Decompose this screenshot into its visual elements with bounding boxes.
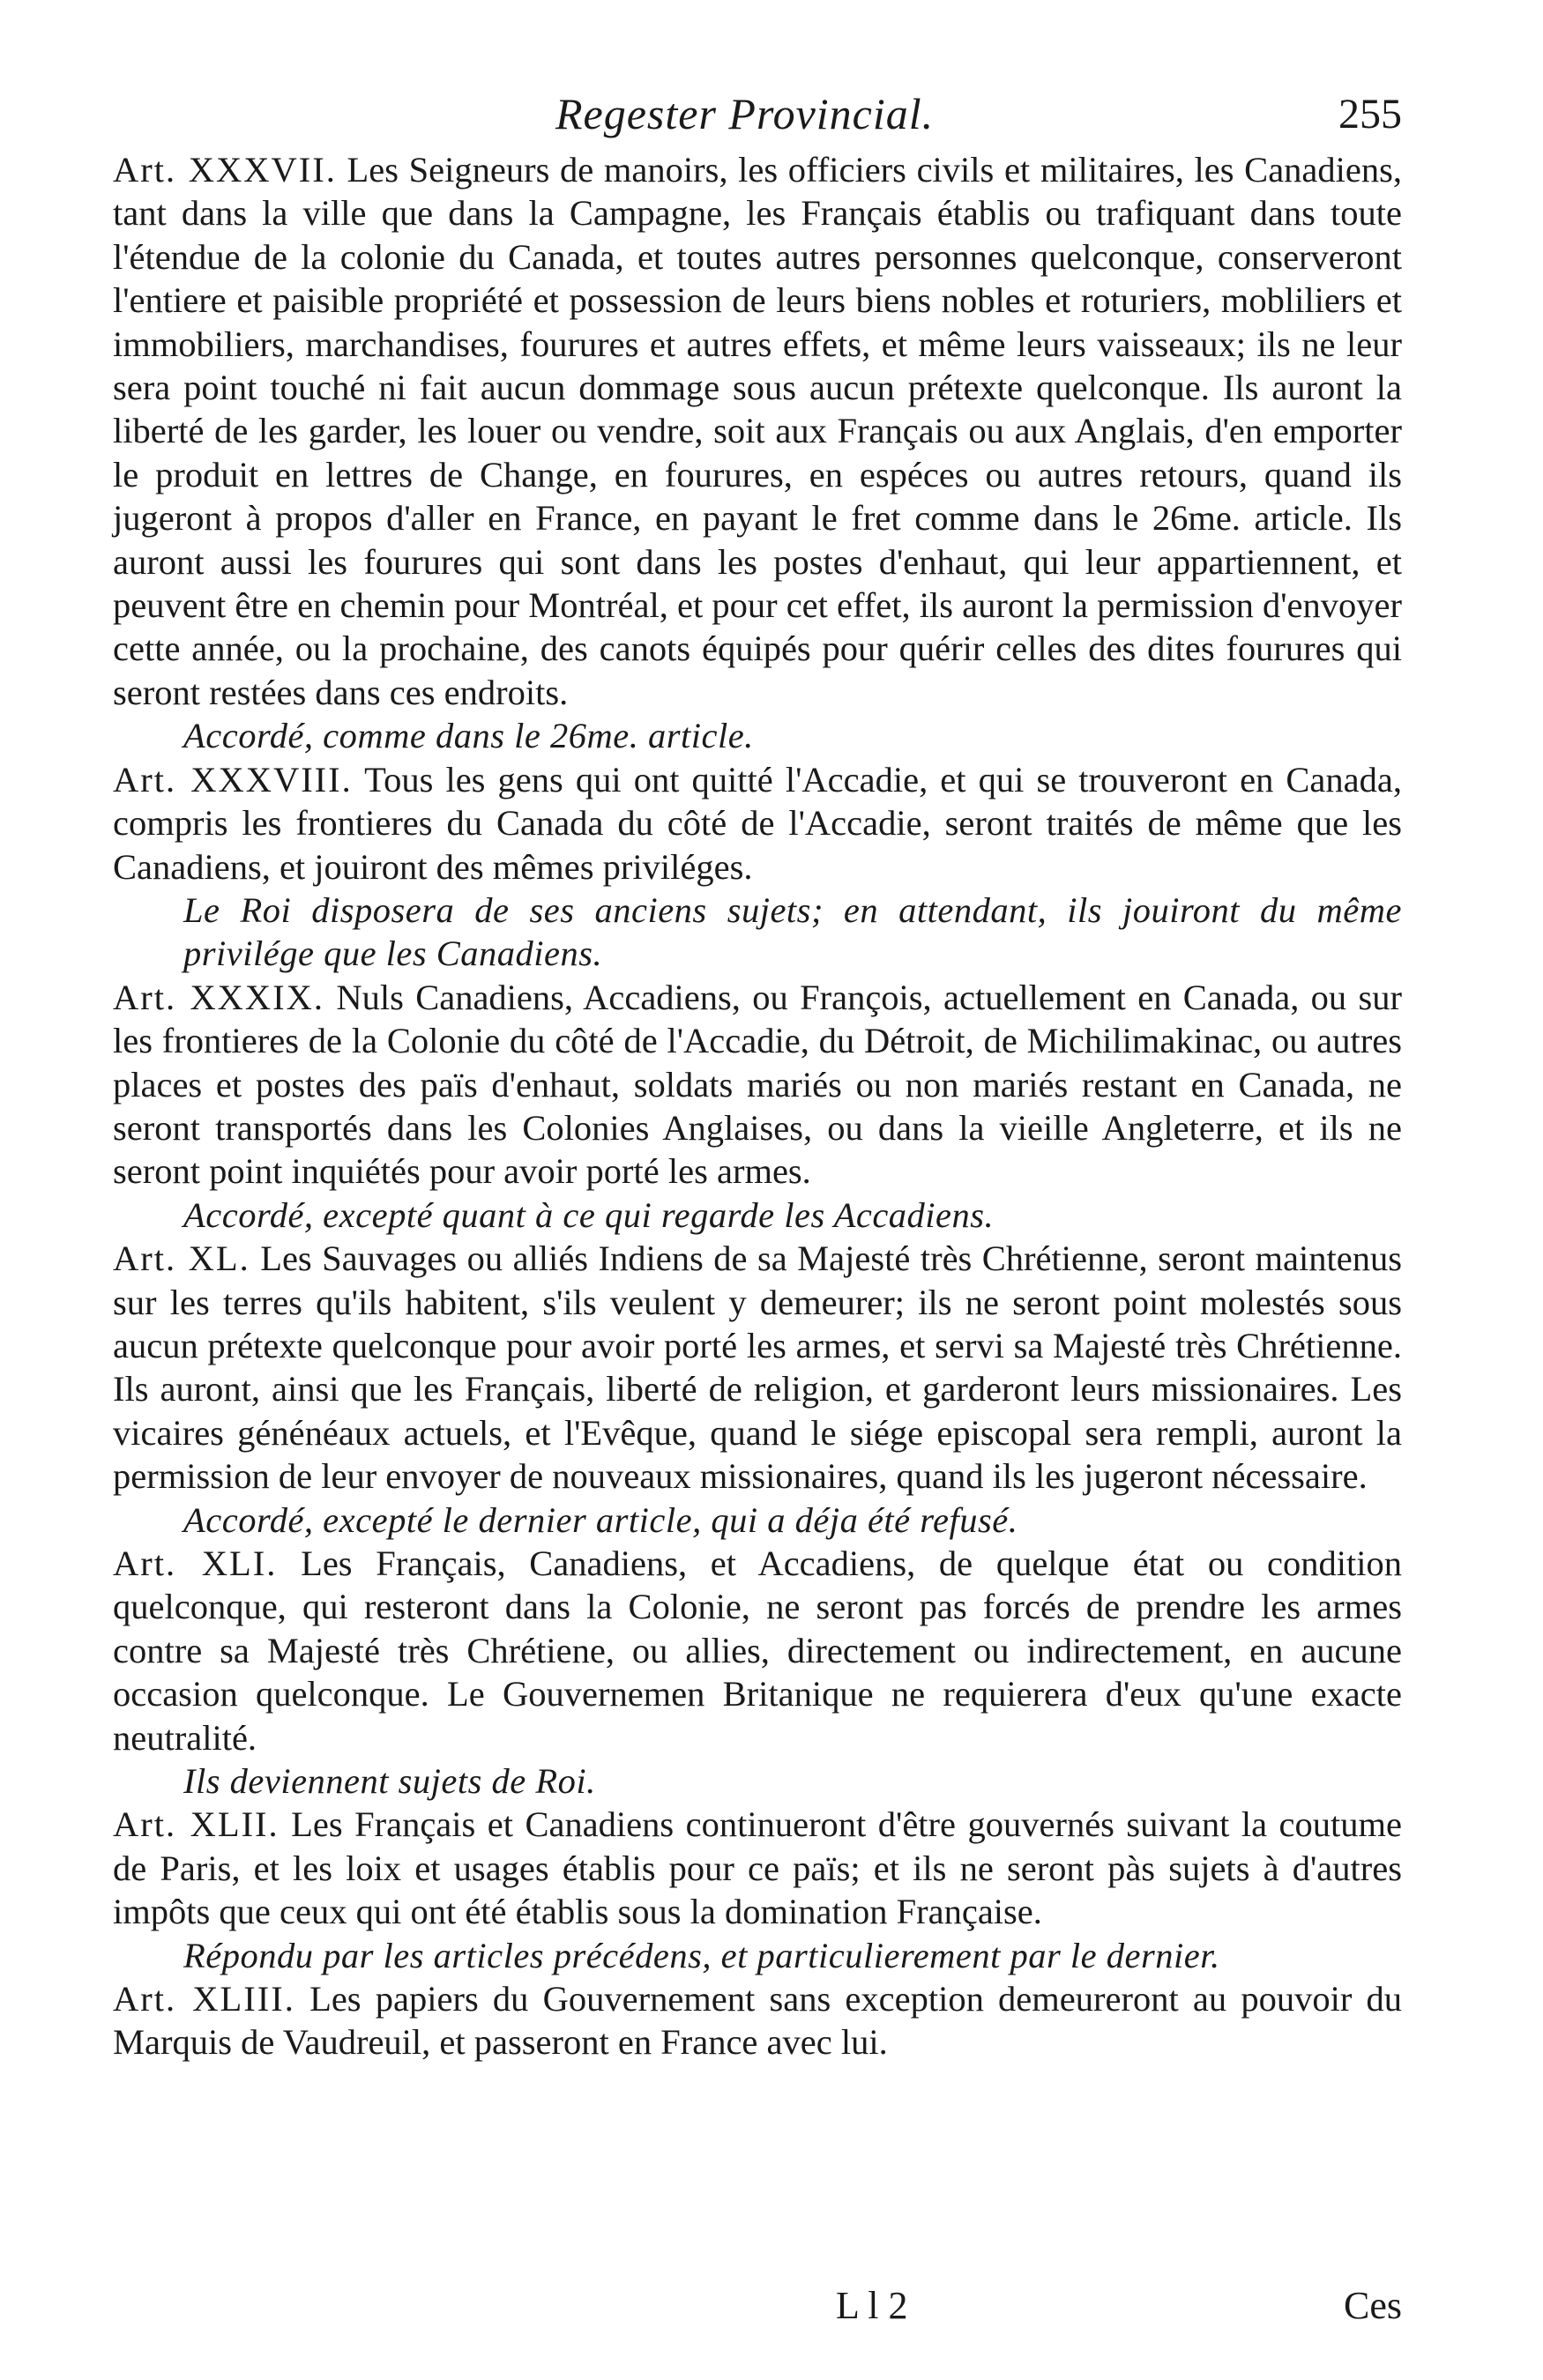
article-label: Art. XLIII. xyxy=(113,1979,295,2019)
article-text: Les Sauvages ou alliés Indiens de sa Majesté très Chrétienne, seront maintenus sur les terres qu'ils habitent, s'ils veulent y demeurer; ils ne seront point molestés sous aucun prétexte quelconque pour avoir porté les armes, et servi sa Majesté très Chrétienne. Ils auront, ainsi que les Français, liberté de religion, et garderont leurs missionaires. Les vicaires génénéaux actuels, et l'Evêque, quand le siége episcopal sera rempli, auront la permission de leur envoyer de nouveaux missionaires, quand ils les jugeront nécessaire. xyxy=(113,1238,1403,1497)
article-39-reply: Accordé, excepté quant à ce qui regarde les Accadiens. xyxy=(183,1194,995,1235)
article-text: Les Français et Canadiens continueront d'être gouvernés suivant la coutume de Paris, et les loix et usages établis pour ce païs; et ils ne seront pàs sujets à d'autres impôts que ceux qui ont été établis sous la domination Française. xyxy=(113,1804,1403,1932)
signature-mark: L l 2 xyxy=(836,2284,908,2327)
article-40-reply: Accordé, excepté le dernier article, qui a déja été refusé. xyxy=(183,1499,1018,1540)
article-text: Tous les gens qui ont quitté l'Accadie, et qui se trouveront en Canada, compris les frontieres du Canada du côté de l'Accadie, seront traités de même que les Canadiens, et jouiront des mêmes priviléges. xyxy=(113,759,1402,887)
article-37 xyxy=(113,148,1402,714)
article-text: Les papiers du Gouvernement sans exception demeureront au pouvoir du Marquis de Vaudreuil, et passeront en France avec lui. xyxy=(113,1979,1403,2063)
article-37-reply: Accordé, comme dans le 26me. article. xyxy=(183,716,754,756)
article-text: Les Seigneurs de manoirs, les officiers civils et militaires, les Canadiens, tant dans la ville que dans la Campagne, les Français établis ou trafiquant dans toute l'étendue de la colonie du Canada, et toutes autres personnes quelconque, conserveront l'entiere et paisible propriété et possession de leurs biens nobles et roturiers, mobliliers et immobiliers, marchandises, fourures et autres effets, et même leurs vaisseaux; ils ne leur sera point touché ni fait aucun dommage sous aucun prétexte quelconque. Ils auront la liberté de les garder, les louer ou vendre, soit aux Français ou aux Anglais, d'en emporter le produit en lettres de Change, en fourures, en espéces ou autres retours, quand ils jugeront à propos d'aller en France, en payant le fret comme dans le 26me. article. Ils auront aussi les fourures qui sont dans les postes d'enhaut, qui leur appartiennent, et peuvent être en chemin pour Montréal, et pour cet effet, ils auront la permission d'envoyer cette année, ou la prochaine, des canots équipés pour quérir celles des dites fourures qui seront restées dans ces endroits. xyxy=(113,150,1403,712)
article-text: Les Français, Canadiens, et Accadiens, de quelque état ou condition quelconque, qui resteront dans la Colonie, ne seront pas forcés de prendre les armes contre sa Majesté très Chrétiene, ou allies, directement ou indirectement, en aucune occasion quelconque. Le Gouvernemen Britanique ne requierera d'eux qu'une exacte neutralité. xyxy=(113,1543,1402,1758)
running-head xyxy=(0,81,1543,143)
running-title: Regester Provincial. xyxy=(555,89,935,138)
article-39 xyxy=(113,976,1402,1194)
page-number: 255 xyxy=(1338,91,1402,138)
article-label: Art. XL. xyxy=(113,1238,250,1279)
article-38-reply: Le Roi disposera de ses anciens sujets; en attendant, ils jouiront du même privilége que les Canadiens. xyxy=(183,889,1402,974)
article-label: Art. XXXVII. xyxy=(113,150,337,190)
article-42 xyxy=(113,1803,1402,1933)
body-text xyxy=(113,148,1402,2064)
article-41 xyxy=(113,1542,1402,1759)
article-label: Art. XXXIX. xyxy=(113,977,325,1017)
article-text: Nuls Canadiens, Accadiens, ou François, actuellement en Canada, ou sur les frontieres de la Colonie du côté de l'Accadie, du Détroit, de Michilimakinac, ou autres places et postes des païs d'enhaut, soldats mariés ou non mariés restant en Canada, ne seront transportés dans les Colonies Anglaises, ou dans la vieille Angleterre, et ils ne seront point inquiétés pour avoir porté les armes. xyxy=(113,977,1402,1192)
article-label: Art. XLII. xyxy=(113,1804,280,1845)
article-label: Art. XXXVIII. xyxy=(113,759,353,800)
article-label: Art. XLI. xyxy=(113,1543,278,1583)
page-footer xyxy=(113,2283,1402,2336)
article-43 xyxy=(113,1977,1402,2064)
article-42-reply: Répondu par les articles précédens, et particulierement par le dernier. xyxy=(183,1935,1220,1975)
catchword: Ces xyxy=(1344,2284,1402,2327)
article-40 xyxy=(113,1237,1402,1498)
article-41-reply: Ils deviennent sujets de Roi. xyxy=(183,1761,596,1802)
article-38 xyxy=(113,758,1402,889)
